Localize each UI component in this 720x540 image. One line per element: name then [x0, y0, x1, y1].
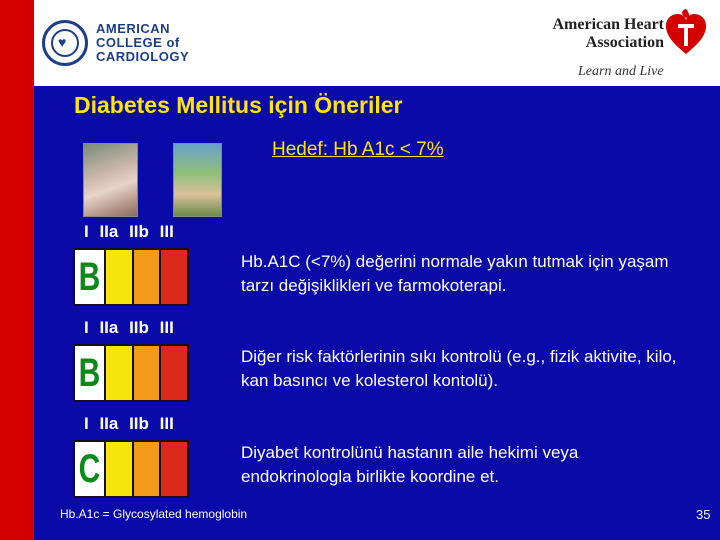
grade-box-3 [73, 440, 189, 498]
class-IIa-cell [134, 442, 162, 496]
recommendation-1-text: Hb.A1C (<7%) değerini normale yakın tutmak için yaşam tarzı değişiklikleri ve farmokoterapi. [241, 252, 669, 295]
class-IIa-cell [134, 250, 162, 304]
aha-heart-torch-icon [664, 8, 708, 56]
class-labels: I IIa IIb III [84, 318, 174, 337]
class-I-cell [106, 442, 134, 496]
acc-line-2: COLLEGE of [96, 35, 180, 50]
class-IIb-cell [161, 346, 187, 400]
class-labels: I IIa IIb III [84, 222, 174, 241]
aha-line-1: American Heart [552, 16, 664, 33]
level-cell [75, 250, 106, 304]
aha-tagline: Learn and Live [578, 64, 664, 79]
acc-seal-icon: ♥ [42, 20, 88, 66]
photo-insulin-injection [83, 143, 138, 217]
level-letter: C [78, 447, 101, 491]
slide-subtitle: Hedef: Hb A1c < 7% [272, 139, 444, 160]
photo-walking-exercise [173, 143, 222, 217]
grade-box-1 [73, 248, 189, 306]
footnote: Hb.A1c = Glycosylated hemoglobin [60, 507, 248, 521]
aha-logo-text [540, 16, 664, 52]
page-number: 35 [696, 507, 711, 522]
left-red-bar [0, 0, 34, 540]
recommendation-3-text: Diyabet kontrolünü hastanın aile hekimi veya endokrinologla birlikte koordine et. [241, 443, 579, 486]
level-letter: B [78, 255, 101, 299]
class-labels: I IIa IIb III [84, 414, 174, 433]
level-letter: B [78, 351, 101, 395]
acc-logo-text [96, 22, 189, 64]
slide-title: Diabetes Mellitus için Öneriler [74, 92, 403, 118]
recommendation-2-text: Diğer risk faktörlerinin sıkı kontrolü (e.g., fizik aktivite, kilo, kan basıncı ve kolesterol kontolü). [241, 347, 677, 390]
class-IIa-cell [134, 346, 162, 400]
class-IIb-cell [161, 250, 187, 304]
level-cell [75, 442, 106, 496]
level-cell [75, 346, 106, 400]
class-IIb-cell [161, 442, 187, 496]
grade-box-2 [73, 344, 189, 402]
class-I-cell [106, 346, 134, 400]
class-I-cell [106, 250, 134, 304]
acc-line-3: CARDIOLOGY [96, 49, 190, 64]
aha-line-2: Association [585, 34, 664, 51]
acc-line-1: AMERICAN [96, 21, 171, 36]
